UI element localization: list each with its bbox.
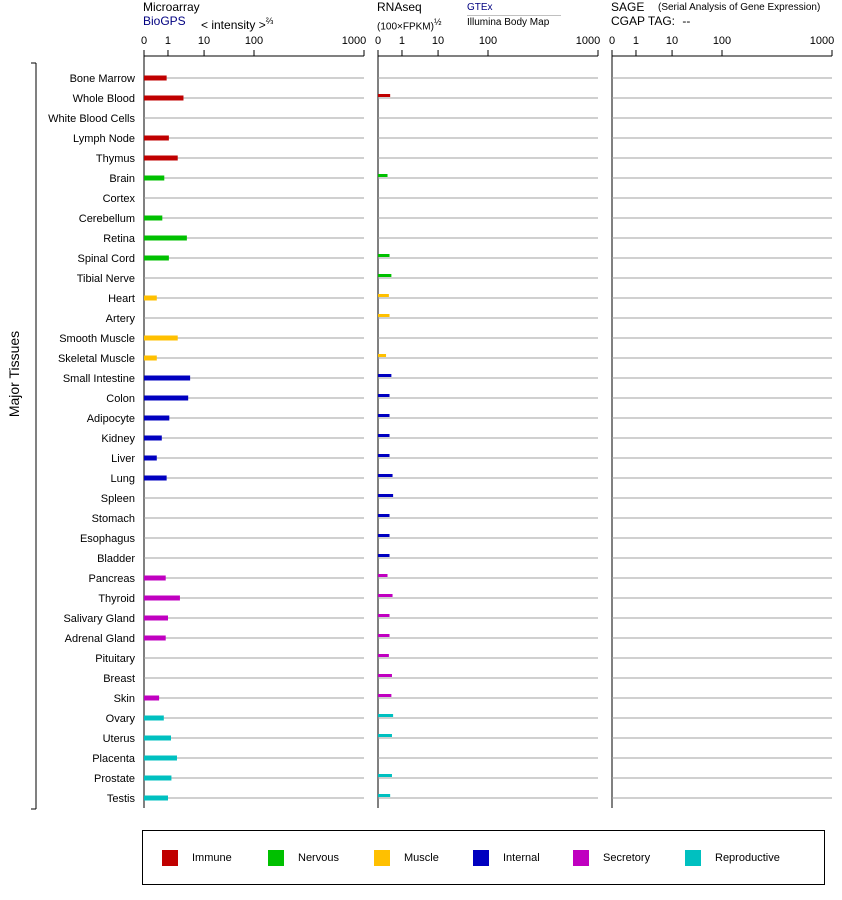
bar-rnaseq (378, 714, 393, 717)
bar-rnaseq (378, 494, 393, 497)
bar-rnaseq (378, 654, 389, 657)
tissue-label: Whole Blood (72, 93, 135, 105)
x-tick-label: 1000 (341, 35, 367, 47)
bar-rnaseq (378, 94, 390, 97)
microarray-exponent: ⅔ (265, 16, 274, 26)
bar-rnaseq (378, 434, 390, 437)
microarray-title: Microarray (143, 0, 200, 14)
bar-microarray (144, 336, 178, 341)
cgap-tag-value: -- (682, 14, 691, 28)
tissue-label: Stomach (91, 513, 135, 525)
legend-swatch (268, 850, 284, 866)
bar-rnaseq (378, 554, 390, 557)
x-tick-label: 100 (712, 35, 732, 47)
x-tick-label: 0 (140, 35, 148, 47)
tissue-label: Thyroid (98, 593, 135, 605)
tissue-label: Artery (105, 313, 135, 325)
tissue-label: Adipocyte (86, 413, 135, 425)
tissue-label: White Blood Cells (48, 113, 135, 125)
legend-item-immune (162, 850, 232, 866)
tissue-label: Spleen (100, 493, 135, 505)
tissue-label: Esophagus (79, 533, 135, 545)
sage-subtitle: (Serial Analysis of Gene Expression) (658, 2, 821, 13)
legend-item-muscle (374, 850, 439, 866)
bar-rnaseq (378, 794, 390, 797)
sage-title: SAGE (611, 0, 645, 14)
legend-swatch (162, 850, 178, 866)
cgap-tag-label: CGAP TAG: (611, 14, 676, 28)
x-tick-label: 10 (431, 35, 445, 47)
bar-microarray (144, 376, 190, 381)
legend-label: Reproductive (715, 852, 780, 864)
bar-rnaseq (378, 514, 390, 517)
bar-microarray (144, 176, 164, 181)
tissue-label: Adrenal Gland (64, 633, 135, 645)
tissue-label: Heart (108, 293, 135, 305)
tissue-label: Retina (103, 233, 135, 245)
bar-rnaseq (378, 734, 392, 737)
axis-title: Major Tissues (6, 330, 22, 418)
legend-label: Internal (503, 852, 540, 864)
bar-rnaseq (378, 294, 389, 297)
bar-microarray (144, 256, 169, 261)
bar-microarray (144, 736, 171, 741)
bar-rnaseq (378, 534, 390, 537)
x-tick-label: 0 (608, 35, 616, 47)
tissue-label: Cortex (102, 193, 135, 205)
tissue-label: Uterus (102, 733, 135, 745)
rnaseq-source2-link[interactable]: Illumina Body Map (467, 15, 561, 30)
bar-rnaseq (378, 634, 390, 637)
tissue-label: Salivary Gland (63, 613, 135, 625)
microarray-measure-text: < intensity > (201, 18, 266, 32)
tissue-label: Brain (109, 173, 135, 185)
legend-item-secretory (573, 850, 650, 866)
legend-item-internal (473, 850, 540, 866)
bar-rnaseq (378, 394, 390, 397)
bar-microarray (144, 476, 167, 481)
bar-microarray (144, 216, 162, 221)
bar-rnaseq (378, 474, 393, 477)
bar-microarray (144, 156, 178, 161)
rnaseq-measure (377, 15, 441, 34)
bar-rnaseq (378, 594, 393, 597)
bar-microarray (144, 236, 187, 241)
bar-rnaseq (378, 414, 390, 417)
tissue-label: Small Intestine (62, 373, 135, 385)
tissue-label: Liver (111, 453, 135, 465)
rnaseq-title: RNAseq (377, 0, 422, 14)
microarray-source-link[interactable]: BioGPS (143, 14, 186, 28)
bar-microarray (144, 716, 164, 721)
legend-swatch (374, 850, 390, 866)
bar-rnaseq (378, 674, 392, 677)
x-tick-label: 10 (197, 35, 211, 47)
x-tick-label: 1 (398, 35, 406, 47)
x-tick-label: 100 (478, 35, 498, 47)
bar-rnaseq (378, 774, 392, 777)
tissue-label: Thymus (95, 153, 135, 165)
tissue-label: Skeletal Muscle (57, 353, 135, 365)
tissue-label: Skin (113, 693, 135, 705)
tissue-label: Colon (106, 393, 135, 405)
bar-rnaseq (378, 174, 388, 177)
legend-item-nervous (268, 850, 339, 866)
tissue-label: Bladder (97, 553, 135, 565)
x-tick-label: 100 (244, 35, 264, 47)
rnaseq-exponent: ½ (433, 17, 442, 27)
bar-microarray (144, 596, 180, 601)
cgap-tag (611, 14, 690, 28)
bar-microarray (144, 436, 162, 441)
x-tick-label: 0 (374, 35, 382, 47)
bar-microarray (144, 456, 157, 461)
bar-rnaseq (378, 694, 391, 697)
x-tick-label: 1000 (809, 35, 835, 47)
rnaseq-source-link[interactable]: GTEx (467, 2, 493, 13)
bar-rnaseq (378, 574, 388, 577)
bar-rnaseq (378, 374, 391, 377)
legend (142, 830, 825, 885)
tissue-label: Tibial Nerve (76, 273, 135, 285)
bar-microarray (144, 756, 177, 761)
bar-microarray (144, 696, 159, 701)
tissue-label: Lymph Node (73, 133, 135, 145)
bar-microarray (144, 296, 157, 301)
tissue-label: Placenta (92, 753, 135, 765)
legend-label: Secretory (603, 852, 651, 864)
bar-microarray (144, 396, 188, 401)
bar-microarray (144, 796, 168, 801)
tissue-label: Testis (106, 793, 135, 805)
x-tick-label: 10 (665, 35, 679, 47)
bar-microarray (144, 576, 166, 581)
tissue-label: Cerebellum (78, 213, 135, 225)
tissue-label: Bone Marrow (69, 73, 135, 85)
bar-rnaseq (378, 614, 390, 617)
bar-rnaseq (378, 454, 390, 457)
bar-rnaseq (378, 274, 391, 277)
legend-label: Immune (192, 852, 232, 864)
tissue-label: Smooth Muscle (59, 333, 135, 345)
bar-microarray (144, 416, 169, 421)
legend-label: Muscle (404, 852, 439, 864)
tissue-label: Pancreas (88, 573, 135, 585)
tissue-label: Lung (110, 473, 135, 485)
bar-microarray (144, 136, 169, 141)
legend-swatch (573, 850, 589, 866)
tissue-label: Prostate (94, 773, 135, 785)
bar-microarray (144, 616, 168, 621)
x-tick-label: 1 (164, 35, 172, 47)
microarray-measure (201, 14, 273, 32)
bar-microarray (144, 776, 171, 781)
legend-label: Nervous (298, 852, 339, 864)
x-tick-label: 1000 (575, 35, 601, 47)
bar-microarray (144, 636, 166, 641)
tissue-label: Ovary (105, 713, 135, 725)
tissue-label: Pituitary (95, 653, 135, 665)
bar-microarray (144, 356, 157, 361)
tissue-label: Breast (103, 673, 135, 685)
bar-rnaseq (378, 314, 390, 317)
bar-rnaseq (378, 254, 390, 257)
x-tick-label: 1 (632, 35, 640, 47)
bar-microarray (144, 96, 183, 101)
legend-swatch (473, 850, 489, 866)
legend-item-reproductive (685, 850, 780, 866)
bar-rnaseq (378, 354, 386, 357)
tissue-label: Kidney (101, 433, 135, 445)
tissue-label: Spinal Cord (77, 253, 135, 265)
rnaseq-measure-text: (100×FPKM) (377, 21, 434, 33)
bar-microarray (144, 76, 167, 81)
legend-swatch (685, 850, 701, 866)
